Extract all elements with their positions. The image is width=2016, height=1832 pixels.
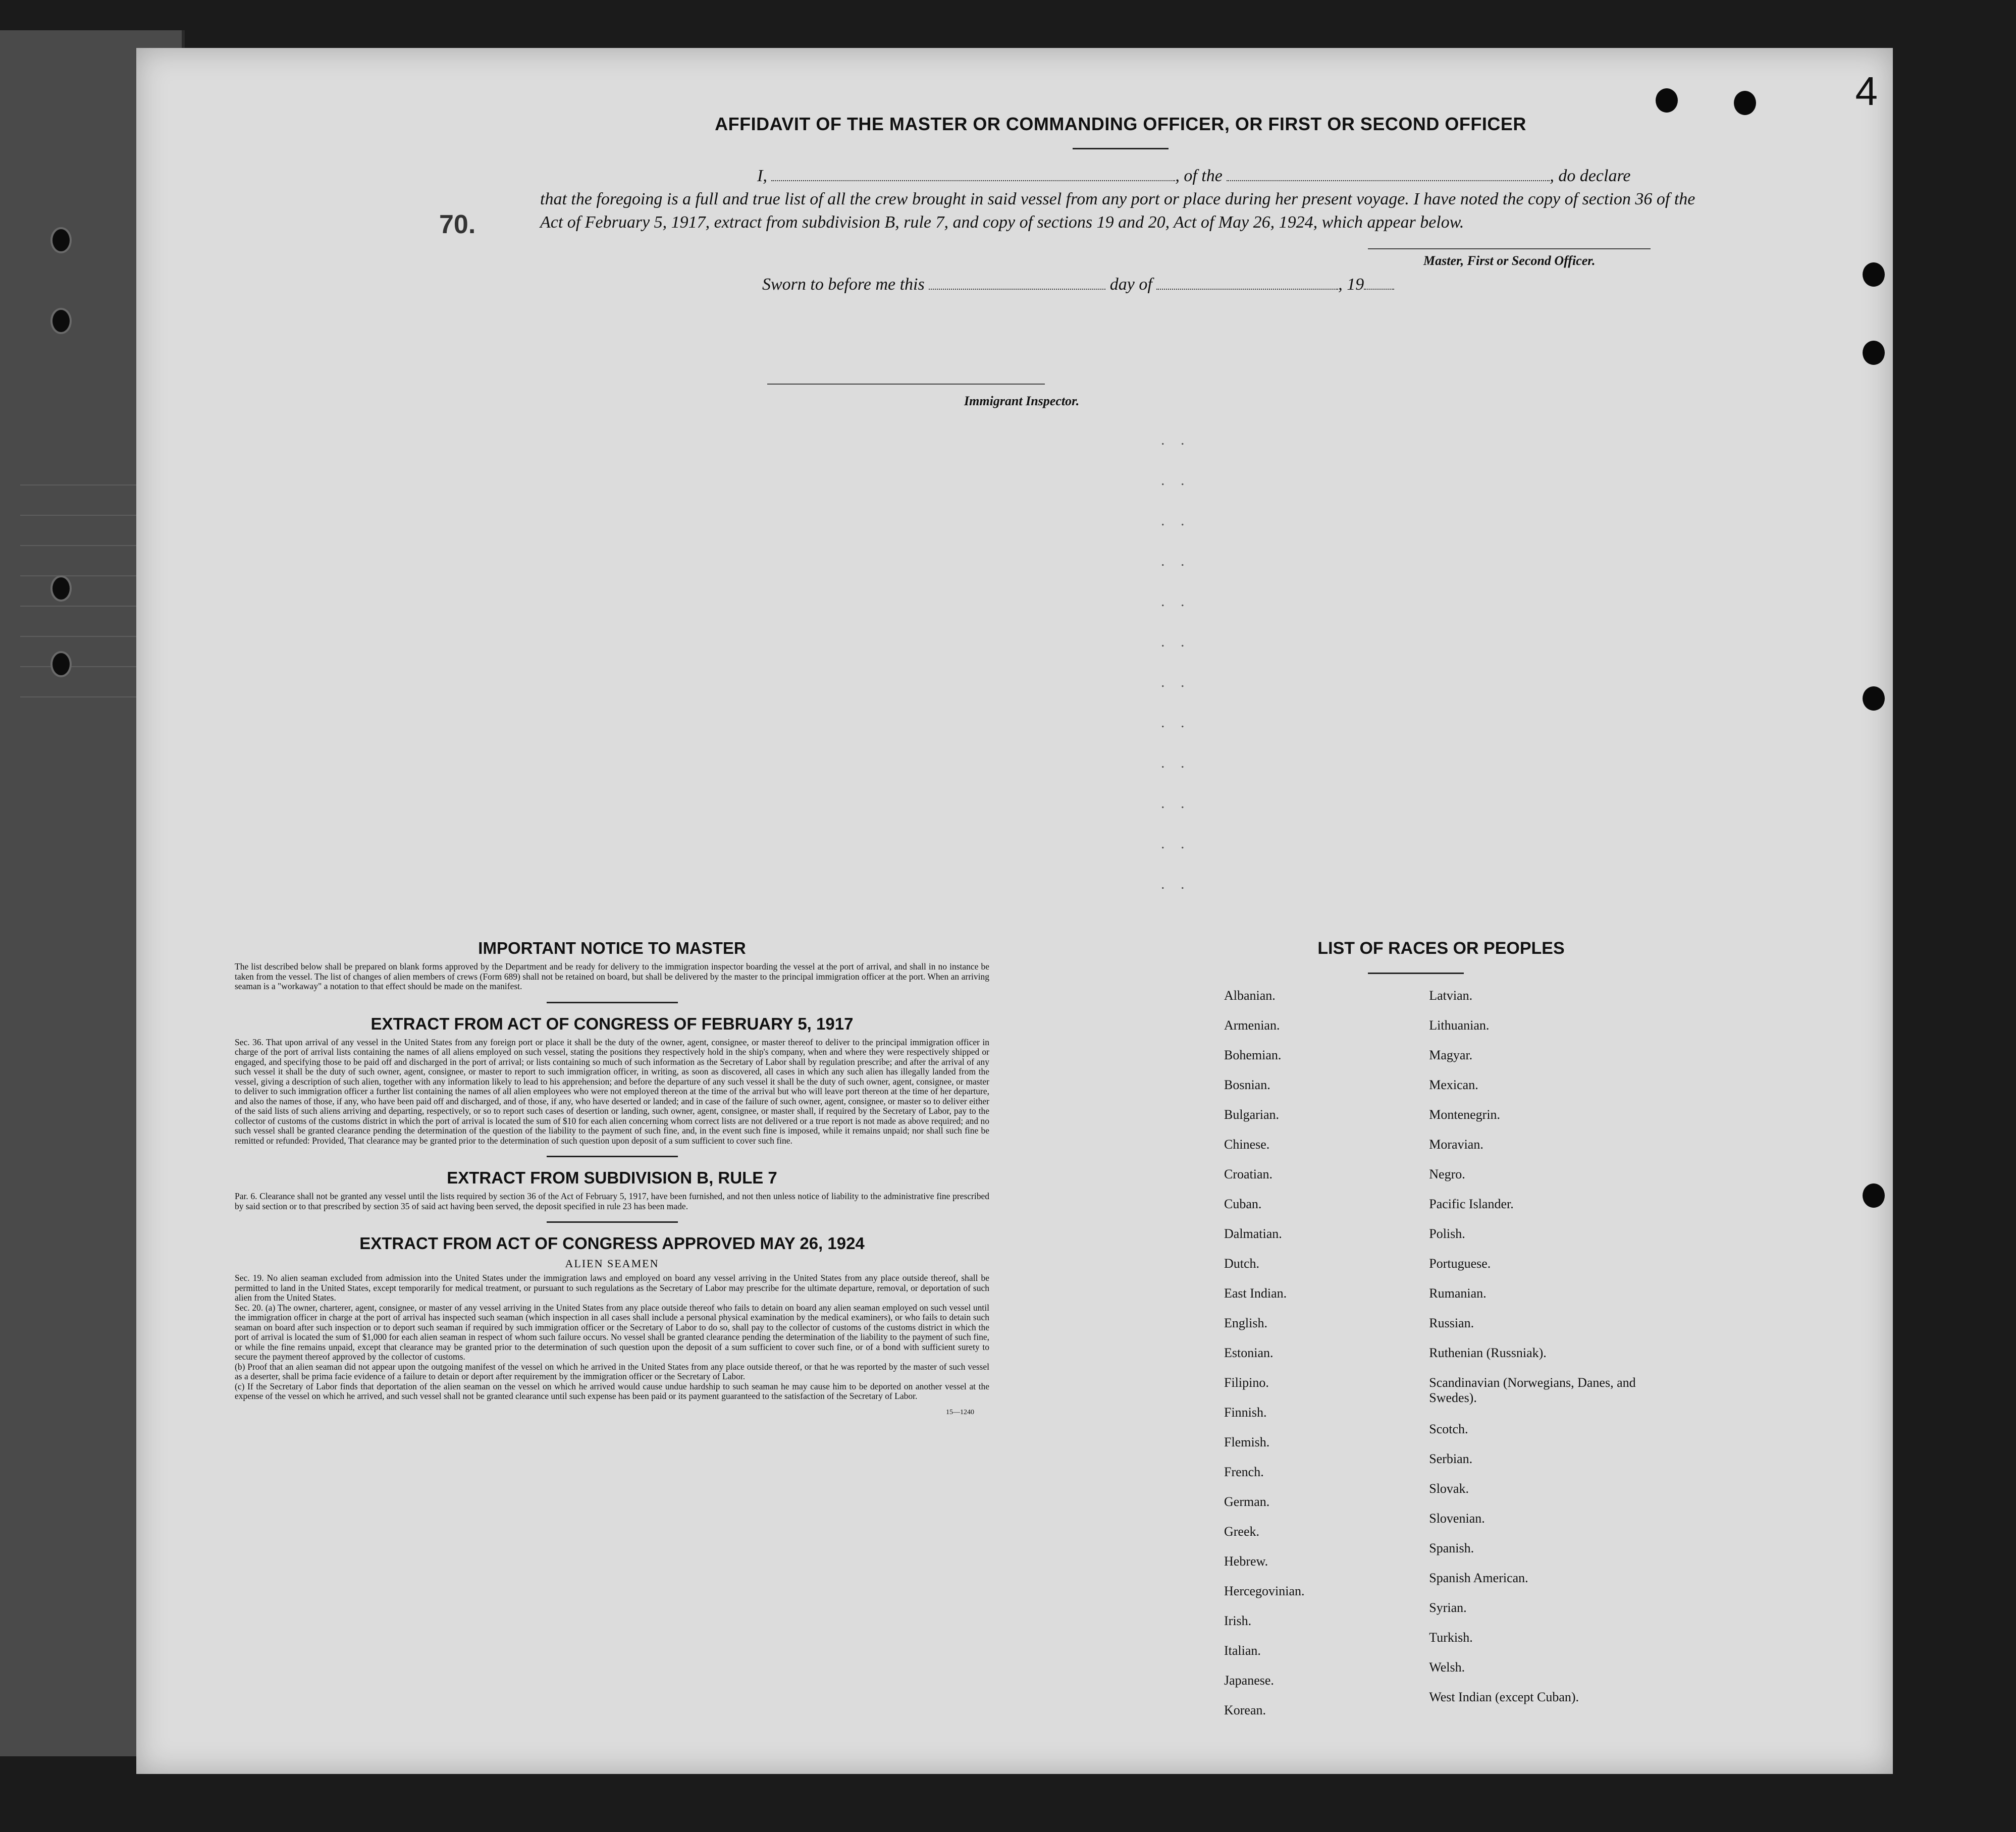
race-item: Montenegrin. bbox=[1429, 1107, 1501, 1122]
race-item: Turkish. bbox=[1429, 1630, 1473, 1645]
bleed-marks: . . bbox=[1161, 714, 1191, 731]
section-rule bbox=[547, 1002, 678, 1003]
race-item: Japanese. bbox=[1224, 1673, 1274, 1688]
races-rule bbox=[1368, 973, 1464, 974]
section-rule bbox=[547, 1221, 678, 1223]
race-item: Greek. bbox=[1224, 1524, 1260, 1539]
race-item: Bulgarian. bbox=[1224, 1107, 1280, 1122]
sworn-line bbox=[762, 274, 1394, 294]
race-item: Polish. bbox=[1429, 1226, 1465, 1241]
bleed-marks: . . bbox=[1161, 553, 1191, 569]
extract-1917-text: Sec. 36. That upon arrival of any vessel in the United States from any foreign port or place it shall be the duty of the owner, agent, consignee, or master thereof to deliver to the principal immigration officer in charge of the port of arrival lists containing the names of all aliens employed on such vessel, stating the positions they respectively hold in the ship's company, when and where they were respectively shipped or engaged, and specifying those to be paid off and discharged in the port of arrival; or lists containing so much of such information as the Secretary of Labor shall by regulation prescribe; and after the arrival of any such vessel it shall be the duty of such owner, agent, consignee, or master to report to such immigration officer, in writing, as soon as discovered, all cases in which any such alien has illegally landed from the vessel, giving a description of such alien, together with any information likely to lead to his apprehension; and before the departure of any such vessel it shall be the duty of such owner, agent, consignee, or master to deliver to such immigration officer a further list containing the names of all alien employees who were not employed thereon at the time of the arrival but who will leave port thereon at the time of her departure, and also the names of those, if any, who have been paid off and discharged, and of those, if any, who have deserted or landed; and in case of the failure of such owner, agent, consignee, or master so to deliver either of the said lists of such aliens arriving and departing, respectively, or so to report such cases of desertion or landing, such owner, agent, consignee, or master shall, if required by the Secretary of Labor, pay to the collector of customs of the customs district in which the port of arrival is located the sum of $10 for each alien concerning whom correct lists are not delivered or a true report is not made as above required; and no such vessel shall be granted clearance pending the determination of the question of the liability to the payment of such fine, and, in the event such fine is imposed, while it remains unpaid; nor shall such fine be remitted or refunded: Provided, That clearance may be granted prior to the determination of such question upon deposit of a sum sufficient to cover such fine. bbox=[235, 1037, 989, 1146]
bleed-marks: . . bbox=[1161, 795, 1191, 812]
bleed-marks: . . bbox=[1161, 674, 1191, 690]
signature-block bbox=[540, 234, 1701, 320]
bleed-marks: . . bbox=[1161, 472, 1191, 489]
race-item: Negro. bbox=[1429, 1167, 1465, 1181]
page-number-mark: 4 bbox=[1855, 69, 1878, 114]
sworn-year-prefix: , 19 bbox=[1338, 275, 1364, 294]
race-item: Filipino. bbox=[1224, 1375, 1269, 1390]
binder-hole bbox=[50, 575, 72, 602]
title-rule bbox=[1073, 148, 1169, 149]
race-item: Bohemian. bbox=[1224, 1048, 1282, 1062]
race-item: Albanian. bbox=[1224, 988, 1276, 1003]
officer-name-field[interactable] bbox=[771, 165, 1175, 181]
vessel-name-field[interactable] bbox=[1227, 165, 1550, 181]
race-item: Estonian. bbox=[1224, 1345, 1274, 1360]
races-section bbox=[1224, 939, 1678, 1733]
race-item: English. bbox=[1224, 1316, 1267, 1330]
race-item: Magyar. bbox=[1429, 1048, 1473, 1062]
race-item: Armenian. bbox=[1224, 1018, 1280, 1033]
race-item: Hercegovinian. bbox=[1224, 1584, 1305, 1598]
race-item: Syrian. bbox=[1429, 1600, 1467, 1615]
bleed-marks: . . bbox=[1161, 432, 1191, 448]
sworn-day-field[interactable] bbox=[929, 274, 1105, 290]
form-number: 15—1240 bbox=[946, 1408, 974, 1416]
margin-note: 70. bbox=[439, 210, 476, 239]
notice-text: The list described below shall be prepared on blank forms approved by the Department and be ready for delivery to the immigration inspector boarding the vessel at the port of arrival, and shall in no instance be taken from the vessel. The list of changes of alien members of crews (Form 689) shall not be retained on board, but shall be delivered by the master to the principal immigration officer at the port. When an arriving seaman is a "workaway" a notation to that effect should be made on the manifest. bbox=[235, 961, 989, 991]
race-item: German. bbox=[1224, 1494, 1270, 1509]
binder-hole bbox=[50, 227, 72, 253]
punch-hole bbox=[1863, 262, 1885, 287]
race-item: Irish. bbox=[1224, 1613, 1252, 1628]
bleed-marks: . . bbox=[1161, 593, 1191, 610]
sworn-year-field[interactable] bbox=[1364, 274, 1394, 290]
race-item: Flemish. bbox=[1224, 1435, 1270, 1449]
race-item: Chinese. bbox=[1224, 1137, 1270, 1152]
sworn-text: Sworn to before me this bbox=[762, 275, 925, 294]
master-signature-label: Master, First or Second Officer. bbox=[1423, 253, 1596, 268]
race-item: Slovenian. bbox=[1429, 1511, 1485, 1526]
race-item: Rumanian. bbox=[1429, 1286, 1487, 1301]
alien-seamen-subtitle: ALIEN SEAMEN bbox=[565, 1257, 659, 1270]
race-item: Dutch. bbox=[1224, 1256, 1260, 1271]
races-left-column bbox=[1224, 988, 1429, 1733]
sec20b-text: (b) Proof that an alien seaman did not appear upon the outgoing manifest of the vessel on which he arrived in the United States from any place outside thereof, or that he was reported by the master of such vessel as a deserter, shall be prima facie evidence of a failure to detain or deport after requirement by the immigration officer or the Secretary of Labor. bbox=[235, 1361, 989, 1381]
punch-hole bbox=[1863, 341, 1885, 365]
declaration-do-declare: , do declare bbox=[1550, 167, 1631, 185]
race-item: Scandinavian (Norwegians, Danes, and Swedes). bbox=[1429, 1375, 1636, 1405]
extract-rule7-text: Par. 6. Clearance shall not be granted any vessel until the lists required by section 36 of the Act of February 5, 1917, have been furnished, and not then unless notice of liability to the administrative fine prescribed by said section or to that prescribed by section 35 of said act having been served, the deposit specified in rule 23 has been made. bbox=[235, 1191, 989, 1211]
sec20c-text: (c) If the Secretary of Labor finds that deportation of the alien seaman on the vessel on which he arrived would cause undue hardship to such seaman he may cause him to be deported on another vessel at the expense of the vessel on which he arrived, and such vessel shall not be granted clearance until such expense has been paid or its payment guaranteed to the satisfaction of the Secretary of Labor. bbox=[235, 1381, 989, 1401]
races-right-column bbox=[1429, 988, 1678, 1733]
punch-hole bbox=[1863, 686, 1885, 711]
race-item: Croatian. bbox=[1224, 1167, 1273, 1181]
inspector-signature-line[interactable] bbox=[767, 384, 1045, 385]
extract-1917-title: EXTRACT FROM ACT OF CONGRESS OF FEBRUARY 5, 1917 bbox=[370, 1014, 854, 1033]
races-title: LIST OF RACES OR PEOPLES bbox=[1317, 939, 1565, 958]
race-item: Serbian. bbox=[1429, 1451, 1473, 1466]
race-item: French. bbox=[1224, 1465, 1264, 1479]
binder-hole bbox=[50, 651, 72, 677]
affidavit-body: that the foregoing is a full and true list of all the crew brought in said vessel from any port or place during her present voyage. I have noted the copy of section 36 of the Act of February 5, 1917, extract from subdivision B, rule 7, and copy of sections 19 and 20, Act of May 26, 1924, which appear below. bbox=[540, 190, 1695, 232]
race-item: Finnish. bbox=[1224, 1405, 1267, 1420]
race-item: Welsh. bbox=[1429, 1660, 1465, 1675]
race-item: Russian. bbox=[1429, 1316, 1474, 1330]
affidavit-section bbox=[540, 114, 1701, 320]
race-item: Hebrew. bbox=[1224, 1554, 1268, 1569]
race-item: Slovak. bbox=[1429, 1481, 1469, 1496]
race-item: West Indian (except Cuban). bbox=[1429, 1690, 1579, 1704]
declaration-i: I, bbox=[757, 167, 767, 185]
race-item: Latvian. bbox=[1429, 988, 1473, 1003]
bleed-marks: . . bbox=[1161, 835, 1191, 852]
affidavit-declaration bbox=[540, 165, 1701, 234]
punch-hole bbox=[1656, 88, 1678, 113]
race-item: Italian. bbox=[1224, 1643, 1261, 1658]
extract-1924-title: EXTRACT FROM ACT OF CONGRESS APPROVED MAY 26, 1924 bbox=[359, 1234, 865, 1253]
master-signature-line[interactable] bbox=[1368, 248, 1651, 249]
sec19-text: Sec. 19. No alien seaman excluded from admission into the United States under the immigration laws and employed on board any vessel arriving in the United States from any place outside thereof, shall be permitted to land in the United States, except temporarily for medical treatment, or pursuant to such regulations as the Secretary of Labor may prescribe for the ultimate departure, removal, or deportation of such alien from the United States. bbox=[235, 1273, 989, 1303]
race-item: Cuban. bbox=[1224, 1197, 1262, 1211]
inspector-label: Immigrant Inspector. bbox=[964, 394, 1080, 408]
bleed-marks: . . bbox=[1161, 876, 1191, 892]
sworn-day-of: day of bbox=[1109, 275, 1152, 294]
section-rule bbox=[547, 1156, 678, 1157]
binder-hole bbox=[50, 308, 72, 334]
race-item: Korean. bbox=[1224, 1703, 1266, 1717]
race-item: Scotch. bbox=[1429, 1422, 1468, 1436]
notice-title: IMPORTANT NOTICE TO MASTER bbox=[478, 939, 746, 957]
extract-rule7-title: EXTRACT FROM SUBDIVISION B, RULE 7 bbox=[447, 1168, 777, 1187]
bleed-marks: . . bbox=[1161, 633, 1191, 650]
race-item: Bosnian. bbox=[1224, 1077, 1270, 1092]
race-item: Portuguese. bbox=[1429, 1256, 1491, 1271]
races-columns bbox=[1224, 988, 1678, 1733]
bleed-marks: . . bbox=[1161, 755, 1191, 771]
race-item: East Indian. bbox=[1224, 1286, 1287, 1301]
race-item: Lithuanian. bbox=[1429, 1018, 1490, 1033]
race-item: Pacific Islander. bbox=[1429, 1197, 1514, 1211]
punch-hole bbox=[1734, 91, 1756, 115]
notices-section bbox=[235, 939, 989, 1417]
race-item: Spanish. bbox=[1429, 1541, 1474, 1555]
declaration-of-the: , of the bbox=[1175, 167, 1223, 185]
race-item: Mexican. bbox=[1429, 1077, 1478, 1092]
race-item: Spanish American. bbox=[1429, 1571, 1528, 1585]
document-page bbox=[136, 48, 1893, 1774]
sec20a-text: Sec. 20. (a) The owner, charterer, agent, consignee, or master of any vessel arriving in the United States from any place outside thereof who fails to detain on board any alien seaman employed on such vessel until the immigration officer in charge at the port of arrival has inspected such seaman (which inspection in all cases shall include a personal physical examination by the medical examiners), or who fails to detain such seaman on board after such inspection or to deport such seaman if required by such immigration officer or the Secretary of Labor to do so, shall pay to the collector of customs of the customs district in which the port of arrival is located the sum of $1,000 for each alien seaman in respect of whom such failure occurs. No vessel shall be granted clearance pending the determination of the liability to the payment of such fine, or while the fine remains unpaid, except that clearance may be granted prior to the determination of such question upon the deposit of a sum sufficient to cover such fine, or of a bond with sufficient surety to secure the payment thereof approved by the collector of customs. bbox=[235, 1302, 989, 1362]
race-item: Moravian. bbox=[1429, 1137, 1483, 1152]
punch-hole bbox=[1863, 1183, 1885, 1208]
sworn-month-field[interactable] bbox=[1156, 274, 1338, 290]
bleed-marks: . . bbox=[1161, 512, 1191, 529]
affidavit-title: AFFIDAVIT OF THE MASTER OR COMMANDING OFFICER, OR FIRST OR SECOND OFFICER bbox=[715, 114, 1526, 134]
race-item: Dalmatian. bbox=[1224, 1226, 1282, 1241]
race-item: Ruthenian (Russniak). bbox=[1429, 1345, 1547, 1360]
